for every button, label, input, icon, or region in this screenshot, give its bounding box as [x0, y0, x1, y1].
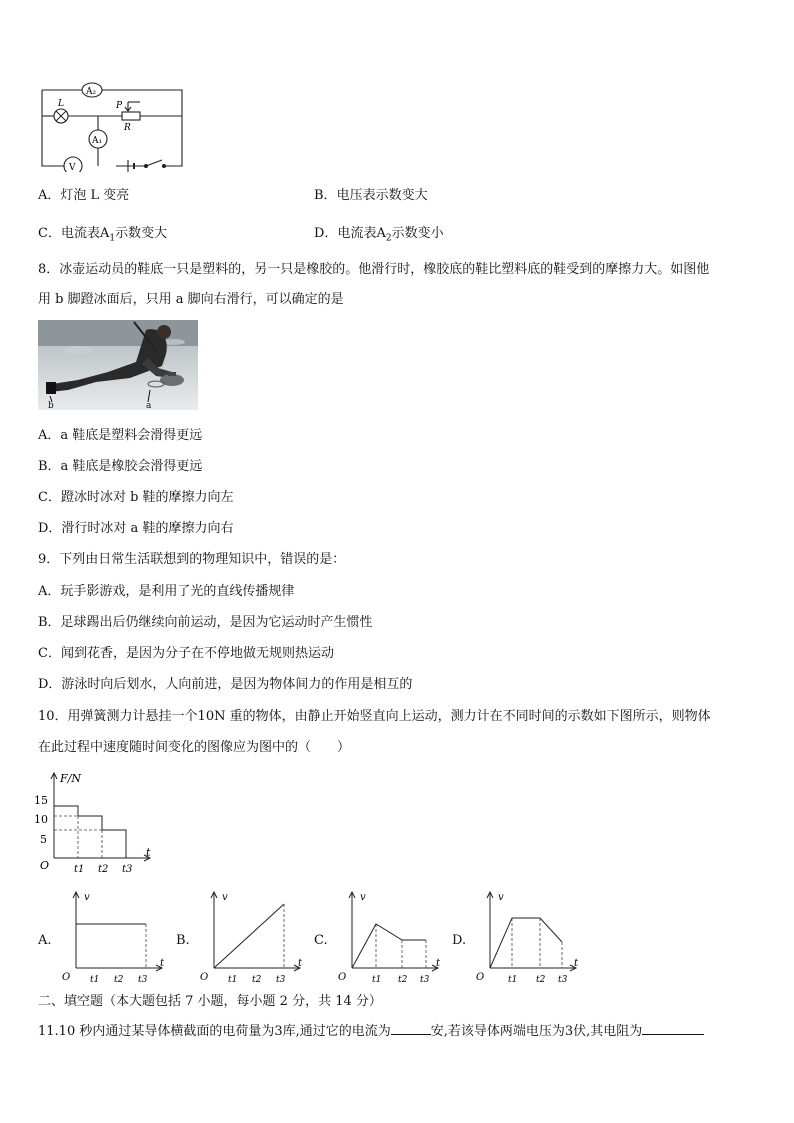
svg-text:A₁: A₁: [92, 136, 103, 146]
ft-x-label: t: [146, 846, 151, 859]
svg-text:t1: t1: [228, 975, 238, 985]
svg-text:t3: t3: [138, 975, 148, 985]
section-heading: 二、填空题（本大题包括 7 小题，每小题 2 分，共 14 分）: [38, 994, 382, 1009]
ft-y-label: F/N: [60, 772, 81, 785]
lamp-icon: [54, 99, 68, 123]
q9-option-a[interactable]: A．玩手影游戏，是利用了光的直线传播规律: [38, 584, 295, 599]
ammeter-a1-icon: [89, 130, 107, 148]
svg-text:t2: t2: [536, 975, 546, 985]
svg-text:t: t: [574, 958, 579, 969]
svg-text:t3: t3: [558, 975, 568, 985]
svg-text:t3: t3: [276, 975, 286, 985]
svg-text:t: t: [298, 958, 303, 969]
q7-option-c[interactable]: C．电流表$A_1$示数变大: [38, 226, 168, 244]
q8-option-b[interactable]: B．a 鞋底是橡胶会滑得更远: [38, 459, 203, 474]
q10-stem-line1: 10．用弹簧测力计悬挂一个10N 重的物体，由静止开始竖直向上运动，测力计在不同时间的示数如下图所示，则物体: [38, 709, 711, 724]
svg-text:t2: t2: [114, 975, 124, 985]
q11-line: [38, 1022, 704, 1040]
svg-text:v: v: [498, 892, 504, 903]
q7-option-b[interactable]: B．电压表示数变大: [314, 188, 428, 203]
q10-stem-line2: 在此过程中速度随时间变化的图像应为图中的（ ）: [38, 740, 351, 755]
q11-blank-resistance[interactable]: [642, 1022, 704, 1035]
q11-part1: 11.10 秒内通过某导体横截面的电荷量为3库,通过它的电流为: [38, 1024, 391, 1039]
circuit-diagram: [36, 80, 188, 172]
q8-option-c[interactable]: C．蹬冰时冰对 b 鞋的摩擦力向左: [38, 490, 234, 505]
q8-option-d[interactable]: D．滑行时冰对 a 鞋的摩擦力向右: [38, 521, 234, 536]
force-time-graph: [30, 768, 160, 878]
q10-option-a-label[interactable]: A.: [38, 933, 52, 948]
vt-graph-b[interactable]: [196, 886, 308, 986]
svg-text:t1: t1: [90, 975, 100, 985]
ammeter-a2-icon: [82, 83, 102, 97]
q9-stem: 9．下列由日常生活联想到的物理知识中，错误的是：: [38, 552, 346, 567]
svg-text:t2: t2: [252, 975, 262, 985]
q11-part2: 安,若该导体两端电压为3伏,其电阻为: [430, 1024, 643, 1039]
slider-label: P: [116, 101, 123, 111]
svg-text:A₂: A₂: [86, 87, 97, 97]
ft-x-tick-t2: t2: [98, 864, 109, 875]
ft-y-tick-10: 10: [34, 813, 48, 826]
svg-text:O: O: [200, 972, 209, 983]
q8-stem-line2: 用 b 脚蹬冰面后，只用 a 脚向右滑行，可以确定的是: [38, 292, 344, 307]
q10-option-d-label[interactable]: D.: [452, 933, 467, 948]
vt-graph-a[interactable]: [58, 886, 170, 986]
svg-text:O: O: [62, 972, 71, 983]
shoe-b-label: b: [48, 401, 54, 410]
svg-text:V: V: [69, 163, 76, 172]
q10-option-c-label[interactable]: C.: [314, 933, 328, 948]
svg-text:t1: t1: [372, 975, 382, 985]
svg-text:O: O: [476, 972, 485, 983]
q7-option-a[interactable]: A．灯泡 L 变亮: [38, 188, 130, 203]
svg-text:v: v: [222, 892, 228, 903]
q9-option-b[interactable]: B．足球踢出后仍继续向前运动，是因为它运动时产生惯性: [38, 615, 373, 630]
svg-text:t2: t2: [398, 975, 408, 985]
q11-blank-current[interactable]: [391, 1022, 431, 1035]
vt-graph-d[interactable]: [472, 886, 584, 986]
ft-x-tick-t3: t3: [122, 864, 133, 875]
vt-graph-c[interactable]: [334, 886, 446, 986]
svg-text:v: v: [360, 892, 366, 903]
ft-y-tick-15: 15: [34, 794, 48, 807]
svg-text:v: v: [84, 892, 90, 903]
q8-stem-line1: 8．冰壶运动员的鞋底一只是塑料的，另一只是橡胶的。他滑行时，橡胶底的鞋比塑料底的鞋受到的摩擦力大。如图他: [38, 262, 710, 277]
svg-text:L: L: [58, 99, 64, 109]
q8-option-a[interactable]: A．a 鞋底是塑料会滑得更远: [38, 428, 203, 443]
shoe-a-label: a: [146, 401, 152, 410]
ft-x-tick-t1: t1: [74, 864, 85, 875]
curling-photo: [38, 320, 198, 410]
svg-text:O: O: [338, 972, 347, 983]
q10-option-b-label[interactable]: B.: [176, 933, 190, 948]
voltmeter-icon: [64, 157, 82, 172]
svg-text:t3: t3: [420, 975, 430, 985]
q7-option-d[interactable]: D．电流表$A_2$示数变小: [314, 226, 444, 244]
q9-option-c[interactable]: C．闻到花香，是因为分子在不停地做无规则热运动: [38, 646, 334, 661]
ft-origin: O: [40, 859, 50, 872]
ft-y-tick-5: 5: [40, 833, 47, 846]
svg-text:t1: t1: [508, 975, 518, 985]
rheostat-label: R: [124, 123, 131, 133]
svg-text:t: t: [160, 958, 165, 969]
q9-option-d[interactable]: D．游泳时向后划水，人向前进，是因为物体间力的作用是相互的: [38, 677, 413, 692]
svg-text:t: t: [436, 958, 441, 969]
